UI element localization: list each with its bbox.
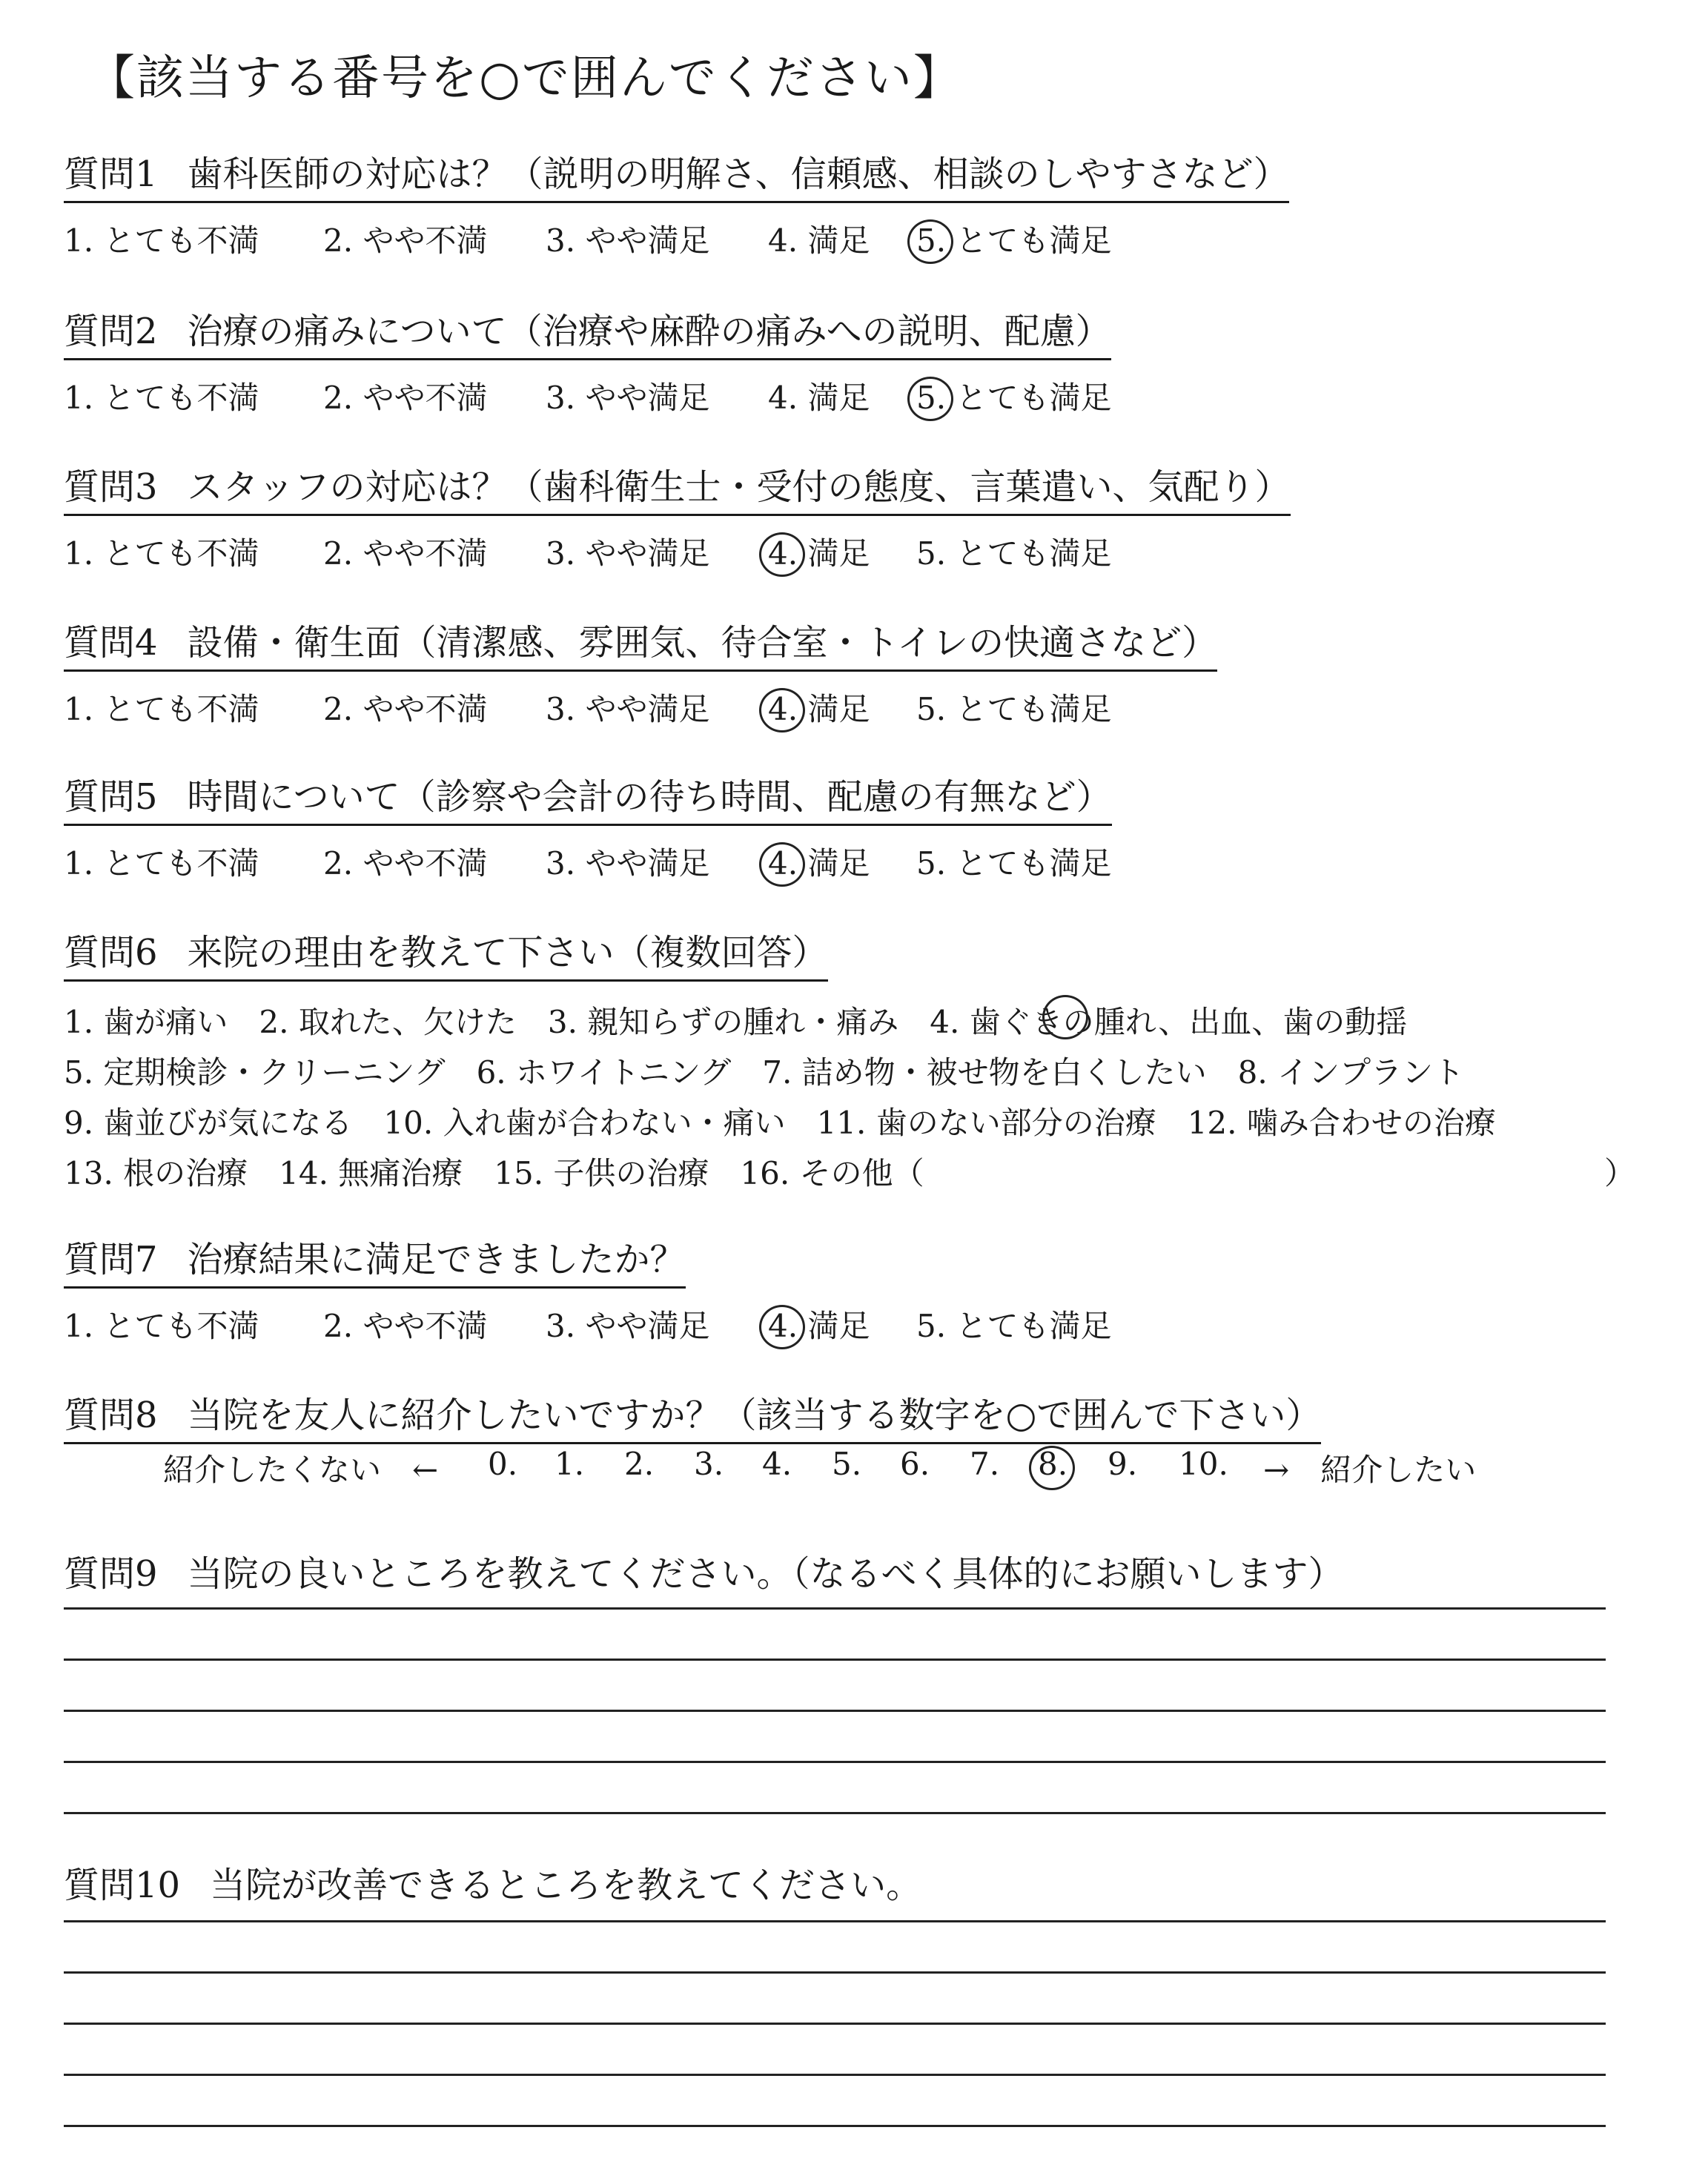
option-5[interactable]: 5. とても満足: [916, 845, 1112, 882]
question-title: [64, 1856, 921, 1908]
question-number: 質問7: [64, 1239, 158, 1280]
option-3[interactable]: 3. やや満足: [546, 222, 710, 259]
question-6: [64, 924, 1658, 1200]
answer-row: [64, 216, 1289, 259]
scale-10[interactable]: 10.: [1179, 1446, 1228, 1482]
question-number: 質問6: [64, 932, 158, 973]
question-5: [64, 768, 1112, 882]
option-3[interactable]: 3. やや満足: [546, 1308, 710, 1344]
option-3[interactable]: 3. やや満足: [546, 380, 710, 416]
selected-circle: [759, 842, 805, 887]
question-number: 質問4: [64, 622, 158, 664]
selected-circle: [759, 532, 805, 577]
scale-right-label: → 紹介したい: [1263, 1452, 1477, 1488]
question-number: 質問1: [64, 153, 158, 195]
reason-row[interactable]: 13. 根の治療 14. 無痛治療 15. 子供の治療 16. その他（ ）: [64, 1149, 1658, 1200]
option-5[interactable]: 5. とても満足: [916, 374, 1111, 418]
writing-line: [64, 1761, 1606, 1763]
question-title: [64, 924, 828, 982]
question-title: [64, 614, 1217, 672]
selected-circle: [759, 1305, 805, 1349]
question-number: 質問10: [64, 1865, 181, 1906]
question-text: 来院の理由を教えて下さい（複数回答）: [187, 932, 828, 973]
scale-3[interactable]: 3.: [694, 1446, 724, 1482]
answer-row: [64, 1302, 1112, 1345]
question-number: 質問9: [64, 1553, 158, 1595]
option-4[interactable]: 4. 満足: [768, 685, 870, 730]
scale-0[interactable]: 0.: [488, 1446, 518, 1482]
option-4[interactable]: 4. 満足: [768, 380, 870, 416]
option-3[interactable]: 3. やや満足: [546, 691, 710, 727]
writing-line: [64, 1812, 1606, 1814]
question-title: [64, 768, 1112, 826]
question-text: 設備・衛生面（清潔感、雰囲気、待合室・トイレの快適さなど）: [187, 622, 1218, 664]
question-text: 治療結果に満足できましたか？: [187, 1239, 686, 1280]
option-2[interactable]: 2. やや不満: [323, 691, 488, 727]
option-2[interactable]: 2. やや不満: [323, 380, 488, 416]
question-text: 当院の良いところを教えてください。（なるべく具体的にお願いします）: [187, 1553, 1344, 1595]
option-4[interactable]: 4. 満足: [768, 1302, 870, 1346]
option-4[interactable]: 4. 満足: [768, 529, 870, 574]
answer-row: [64, 685, 1217, 728]
option-3[interactable]: 3. やや満足: [546, 535, 710, 572]
scale-left-label: 紹介したくない ←: [163, 1452, 439, 1488]
answer-row: [64, 374, 1111, 417]
question-title: [64, 1231, 686, 1289]
scale-5[interactable]: 5.: [832, 1446, 862, 1482]
reason-row[interactable]: 9. 歯並びが気になる 10. 入れ歯が合わない・痛い 11. 歯のない部分の治療 12. 噛み合わせの治療: [64, 1105, 1496, 1141]
answer-row: [64, 529, 1291, 572]
question-10: [64, 1856, 921, 1908]
option-1[interactable]: 1. とても不満: [64, 691, 259, 727]
question-9: [64, 1545, 1344, 1596]
writing-line: [64, 2125, 1606, 2127]
reason-row[interactable]: 5. 定期検診・クリーニング 6. ホワイトニング 7. 詰め物・被せ物を白くしたい 8. インプラント: [64, 1054, 1465, 1091]
option-1[interactable]: 1. とても不満: [64, 222, 259, 259]
option-5[interactable]: 5. とても満足: [916, 691, 1112, 727]
question-number: 質問5: [64, 776, 158, 818]
question-4: [64, 614, 1217, 728]
writing-line: [64, 1920, 1606, 1922]
referral-scale: 紹介したくない ← 0. 1. 2. 3. 4. 5. 6. 7. 8. 9. 10. → 紹介したい: [163, 1446, 1497, 1490]
page-title: 【該当する番号を○で囲んでください】: [87, 51, 962, 106]
selected-circle: [907, 377, 953, 421]
question-title: [64, 302, 1111, 360]
close-paren: ）: [1604, 1155, 1636, 1191]
scale-7[interactable]: 7.: [970, 1446, 1000, 1482]
scale-2[interactable]: 2.: [624, 1446, 655, 1482]
writing-line: [64, 2023, 1606, 2025]
question-text: スタッフの対応は？（歯科衛生士・受付の態度、言葉遣い、気配り）: [187, 466, 1291, 508]
option-2[interactable]: 2. やや不満: [323, 1308, 488, 1344]
selected-circle: [1042, 995, 1088, 1039]
question-title: [64, 1386, 1321, 1444]
question-text: 当院を友人に紹介したいですか？（該当する数字を○で囲んで下さい）: [187, 1395, 1322, 1436]
option-4[interactable]: 4. 満足: [768, 839, 870, 884]
question-3: [64, 458, 1291, 572]
option-1[interactable]: 1. とても不満: [64, 1308, 259, 1344]
question-title: [64, 145, 1289, 203]
writing-line: [64, 1607, 1606, 1610]
answer-lines-q10[interactable]: [64, 1920, 1606, 2176]
answer-row: [64, 839, 1112, 882]
option-1[interactable]: 1. とても不満: [64, 845, 259, 882]
option-3[interactable]: 3. やや満足: [546, 845, 710, 882]
question-text: 当院が改善できるところを教えてください。: [210, 1865, 922, 1906]
writing-line: [64, 1659, 1606, 1661]
scale-1[interactable]: 1.: [555, 1446, 585, 1482]
option-2[interactable]: 2. やや不満: [323, 535, 488, 572]
question-number: 質問3: [64, 466, 158, 508]
option-2[interactable]: 2. やや不満: [323, 222, 488, 259]
question-text: 時間について（診察や会計の待ち時間、配慮の有無など）: [187, 776, 1112, 818]
selected-circle: [759, 688, 805, 733]
question-number: 質問2: [64, 311, 158, 352]
scale-6[interactable]: 6.: [900, 1446, 930, 1482]
option-1[interactable]: 1. とても不満: [64, 380, 259, 416]
reason-options: [64, 998, 1658, 1200]
question-title: [64, 1545, 1344, 1596]
option-5[interactable]: 5. とても満足: [916, 1308, 1112, 1344]
writing-line: [64, 1710, 1606, 1712]
question-7: [64, 1231, 1112, 1345]
reason-row[interactable]: 1. 歯が痛い 2. 取れた、欠けた 3. 親知らずの腫れ・痛み 4. 歯ぐきの腫れ、出血、歯の動揺: [64, 998, 1658, 1048]
option-5[interactable]: 5. とても満足: [916, 535, 1112, 572]
selected-circle: [907, 219, 953, 264]
question-text: 治療の痛みについて（治療や麻酔の痛みへの説明、配慮）: [187, 311, 1111, 352]
scale-4[interactable]: 4.: [762, 1446, 792, 1482]
question-8: [64, 1386, 1321, 1444]
option-2[interactable]: 2. やや不満: [323, 845, 488, 882]
question-text: 歯科医師の対応は？（説明の明解さ、信頼感、相談のしやすさなど）: [187, 153, 1289, 195]
question-title: [64, 458, 1291, 516]
question-2: [64, 302, 1111, 417]
option-5[interactable]: 5. とても満足: [916, 216, 1111, 261]
writing-line: [64, 1971, 1606, 1974]
scale-9[interactable]: 9.: [1108, 1446, 1138, 1482]
question-number: 質問8: [64, 1395, 158, 1436]
writing-line: [64, 2074, 1606, 2076]
option-4[interactable]: 4. 満足: [768, 222, 870, 259]
answer-lines-q9[interactable]: [64, 1607, 1606, 1863]
option-1[interactable]: 1. とても不満: [64, 535, 259, 572]
question-1: [64, 145, 1289, 259]
